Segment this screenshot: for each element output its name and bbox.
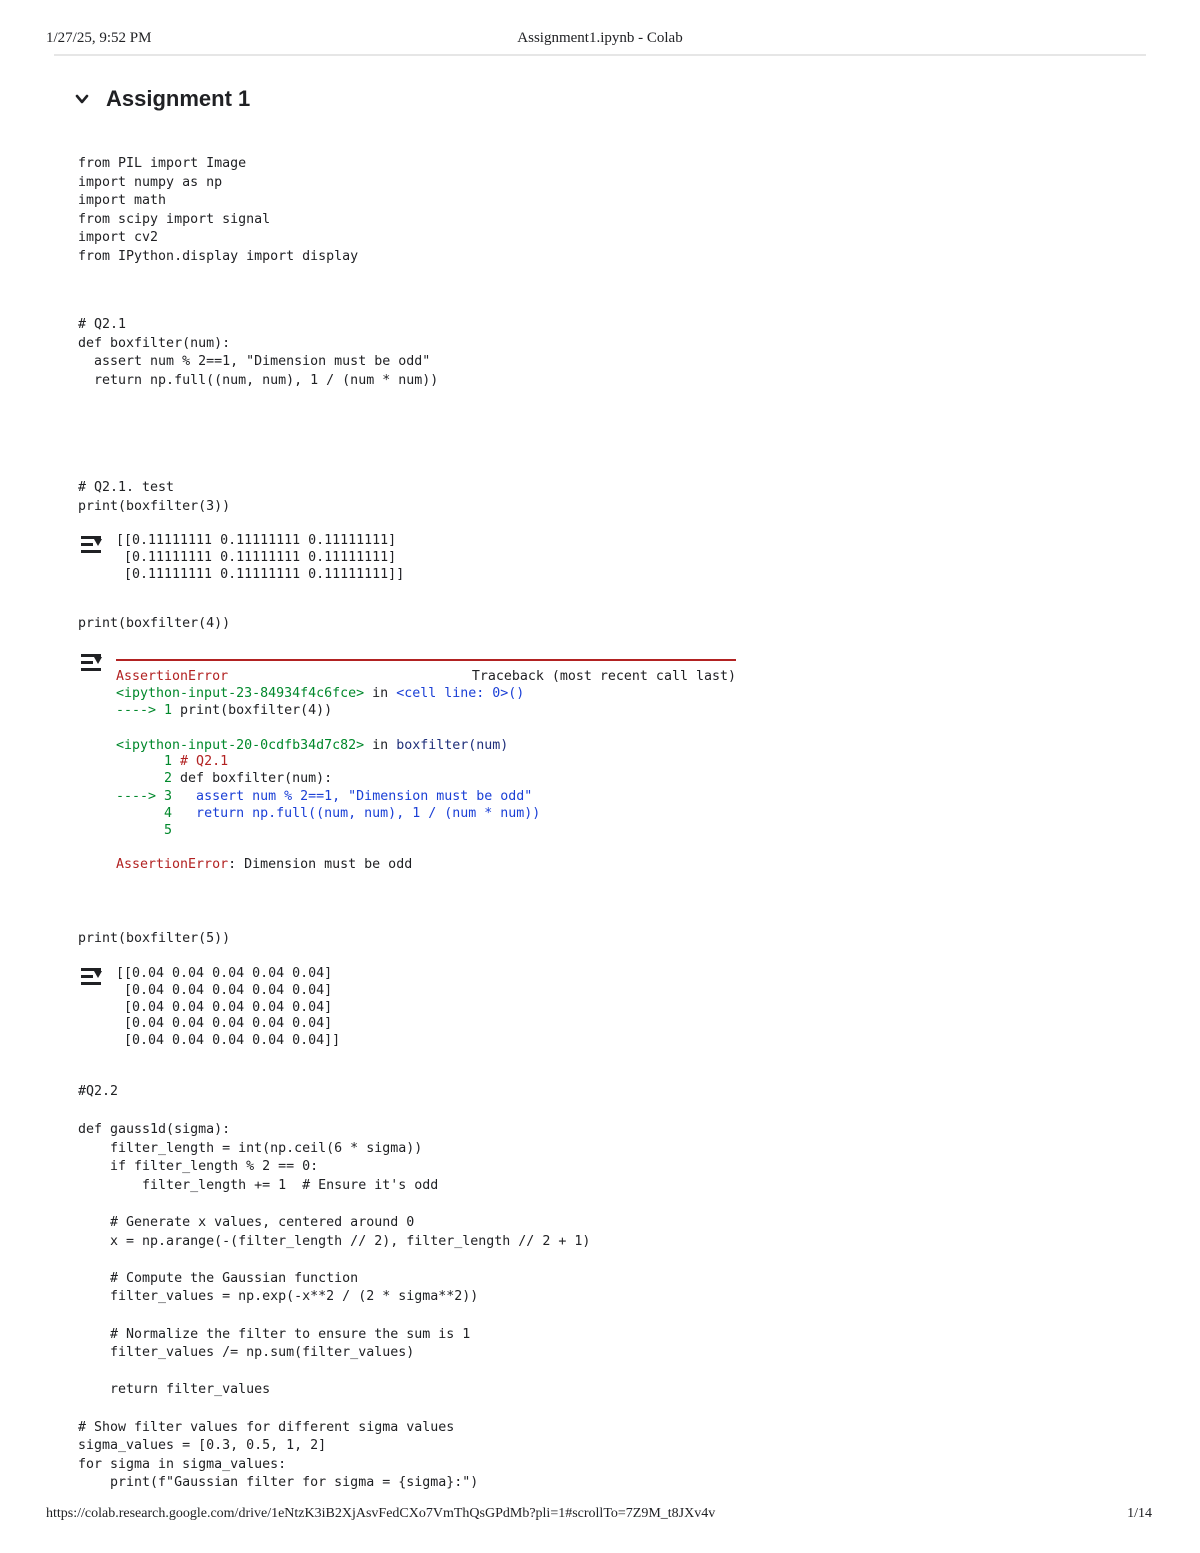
- traceback-header: [116, 669, 736, 686]
- traceback-src-line-1: 1 # Q2.1: [116, 754, 229, 769]
- output-toggle-icon[interactable]: [80, 965, 104, 987]
- traceback-input-link[interactable]: <ipython-input-23-84934f4c6fce>: [116, 686, 365, 701]
- traceback-final-error: AssertionError: Dimension must be odd: [116, 857, 413, 872]
- header-divider: [54, 54, 1146, 56]
- traceback-input-link[interactable]: <ipython-input-20-0cdfb34d7c82>: [116, 738, 365, 753]
- output-toggle-icon[interactable]: [80, 651, 104, 673]
- traceback-frame-1: <ipython-input-23-84934f4c6fce> in <cell line: 0>(): [116, 686, 525, 701]
- traceback-src-line-3: ----> 3 assert num % 2==1, "Dimension must be odd": [116, 789, 533, 804]
- chevron-down-icon[interactable]: [74, 91, 90, 107]
- traceback-src-line-5: 5: [116, 823, 173, 838]
- traceback-func-link[interactable]: boxfilter(num): [396, 738, 509, 753]
- code-cell-q21-test[interactable]: # Q2.1. test print(boxfilter(3)): [78, 480, 231, 514]
- section-header[interactable]: [74, 86, 250, 112]
- traceback-rule: [116, 659, 736, 661]
- code-cell-box5[interactable]: print(boxfilter(5)): [78, 931, 231, 946]
- print-datetime: 1/27/25, 9:52 PM: [46, 30, 152, 46]
- output-q21-test: [[0.11111111 0.11111111 0.11111111] [0.11111111 0.11111111 0.11111111] [0.11111111 0.11111111 0.11111111]]: [116, 533, 405, 582]
- traceback-cell-link[interactable]: <cell line: 0>(): [396, 686, 525, 701]
- print-doc-title: Assignment1.ipynb - Colab: [517, 30, 683, 46]
- print-page-number: 1/14: [1127, 1506, 1152, 1521]
- code-cell-imports[interactable]: from PIL import Image import numpy as np import math from scipy import signal import cv2 from IPython.display import display: [78, 156, 359, 264]
- code-cell-gauss1d[interactable]: def gauss1d(sigma): filter_length = int(np.ceil(6 * sigma)) if filter_length % 2 == 0: filter_length += 1 # Ensure it's odd # Generate x values, centered around 0 x = np.arange(-(filter_length // 2), filter_length // 2 + 1) # Compute the Gaussian function filter_values = np.exp(-x**2 / (2 * sigma**2)) # Normalize the filter to ensure the sum is 1 filter_values /= np.sum(filter_values) return filter_values # Show filter values for different sigma values sigma_values = [0.3, 0.5, 1, 2] for sigma in sigma_values: print(f"Gaussian filter for sigma = {sigma}:"): [78, 1122, 591, 1491]
- traceback-src-line-2: 2 def boxfilter(num):: [116, 771, 333, 786]
- code-cell-q22-label[interactable]: #Q2.2: [78, 1084, 119, 1099]
- section-title: Assignment 1: [106, 86, 251, 111]
- traceback-label: Traceback (most recent call last): [471, 669, 736, 684]
- print-url: https://colab.research.google.com/drive/1eNtzK3iB2XjAsvFedCXo7VmThQsGPdMb?pli=1#scrollTo=7Z9M_t8JXv4v: [46, 1506, 716, 1521]
- output-toggle-icon[interactable]: [80, 533, 104, 555]
- code-cell-q21-def[interactable]: # Q2.1 def boxfilter(num): assert num % 2==1, "Dimension must be odd" return np.full((num, num), 1 / (num * num)): [78, 317, 439, 388]
- traceback-error-name: AssertionError: [116, 669, 229, 684]
- code-cell-box4[interactable]: print(boxfilter(4)): [78, 616, 231, 631]
- traceback-frame-1-line: ----> 1 print(boxfilter(4)): [116, 703, 333, 718]
- traceback-src-line-4: 4 return np.full((num, num), 1 / (num * num)): [116, 806, 541, 821]
- output-box5: [[0.04 0.04 0.04 0.04 0.04] [0.04 0.04 0.04 0.04 0.04] [0.04 0.04 0.04 0.04 0.04] [0.04 0.04 0.04 0.04 0.04] [0.04 0.04 0.04 0.04 0.04]]: [116, 966, 341, 1049]
- traceback-frame-2: <ipython-input-20-0cdfb34d7c82> in boxfilter(num): [116, 738, 509, 753]
